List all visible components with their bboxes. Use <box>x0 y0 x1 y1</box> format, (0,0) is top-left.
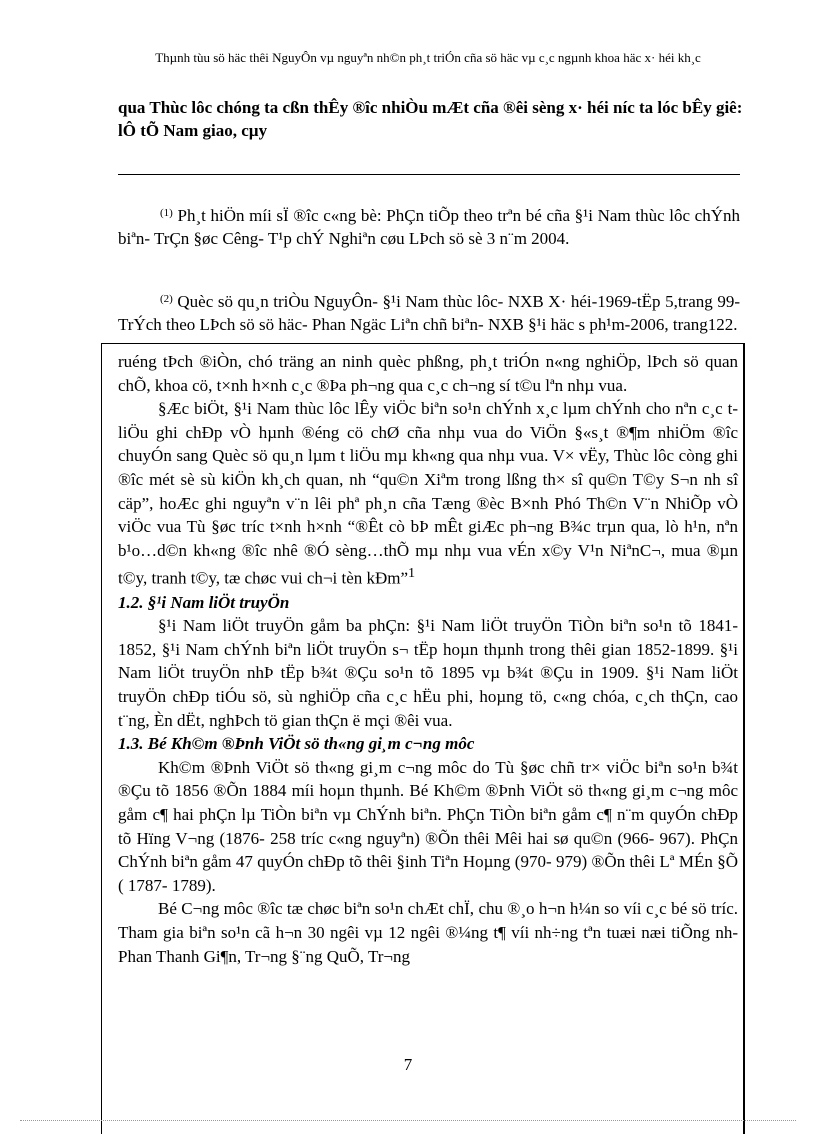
paragraph-4: Kh©m ®Þnh ViÖt sö th«ng gi¸m c¬ng môc do Tù §øc chñ tr× viÖc biªn so¹n b¾t ®Çu tõ 1856 ®Õn 1884 míi hoµn thµnh. Bé Kh©m ®Þnh ViÖt sö th«ng gi¸m c¬ng môc gåm c¶ hai phÇn lµ TiÒn biªn vµ ChÝnh biªn. PhÇn TiÒn biªn gåm c¶ n¨m quyÓn chÐp tõ Hïng V¬ng (1876- 258 tríc c«ng nguyªn) ®Õn thêi Mêi hai sø qu©n (966- 967). PhÇn ChÝnh biªn gåm 47 quyÓn chÐp tõ thêi §inh Tiªn Hoµng (970- 979) ®Õn thêi Lª MÉn §Õ ( 1787- 1789). <box>118 757 738 895</box>
footnote-text-2: Quèc sö qu¸n triÒu NguyÔn- §¹i Nam thùc lôc- NXB X· héi-1969-tËp 5,trang 99- TrÝch theo LÞch sö sö häc- Phan Ngäc Liªn chñ biªn- NXB §¹i häc s ph¹m-2006, trang122. <box>118 292 740 334</box>
paragraph-2 <box>118 397 738 590</box>
section-heading-1-2: 1.2. §¹i Nam liÖt truyÖn <box>118 592 290 612</box>
footnote-separator <box>118 174 740 175</box>
section-heading-1-3: 1.3. Bé Kh©m ®Þnh ViÖt sö th«ng gi¸m c¬ng môc <box>118 734 475 754</box>
footnote-1 <box>118 204 740 250</box>
page-number: 7 <box>403 1055 413 1074</box>
bottom-dotted-line <box>20 1120 796 1121</box>
footnote-ref: 1 <box>408 565 416 582</box>
footnote-2 <box>118 290 740 344</box>
running-header: Thµnh tùu sö häc thêi NguyÔn vµ nguyªn nh©n ph¸t triÓn cña sö häc vµ c¸c ngµnh khoa häc x· héi kh¸c <box>155 50 701 65</box>
paragraph-3: §¹i Nam liÖt truyÖn gåm ba phÇn: §¹i Nam liÖt truyÖn TiÒn biªn so¹n tõ 1841- 1852, §¹i Nam chÝnh biªn liÖt truyÖn s¬ tËp hoµn thµnh trong thêi gian 1852-1899. §¹i Nam liÖt truyÖn nhÞ tËp b¾t ®Çu so¹n tõ 1895 vµ b¾t ®Çu in 1909. §¹i Nam liÖt truyÖn chÐp tiÓu sö, sù nghiÖp cña c¸c hËu phi, hoµng tö, c«ng chóa, c¸ch thÇn, cao t¨ng, Èn dËt, nghÞch tö gian thÇn ë mçi ®êi vua. <box>118 616 738 730</box>
paragraph-2-text: §Æc biÖt, §¹i Nam thùc lôc lÊy viÖc biªn so¹n chÝnh x¸c lµm chÝnh cho nªn c¸c t liÖu ghi chÐp vÒ hµnh ®éng cö chØ cña nhµ vua do ViÖn §«s¸t ®¶m nhiÖm ®îc chuyÓn sang Quèc sö qu¸n lµm t liÖu mµ kh«ng qua nhµ vua. V× vËy, Thùc lôc còng ghi ®îc mét sè sù kiÖn kh¸ch quan, nh “qu©n Xiªm trong lßng th× sî qu©n T©y S¬n nh sî cäp”, hoÆc ghi nguyªn v¨n lêi phª ph¸n cña Tæng ®èc B×nh Phó Th©n V¨n NhiÕp vÒ viÖc vua Tù §øc tríc t×nh h×nh “®Êt cò bÞ mÊt giÆc ph¬ng B¾c trµn qua, lò h¹n, nªn b¹o…d©n kh«ng ®îc nhê ®Ó sèng…thÕ mµ nhµ vua vÉn x©y V¹n NiªnC¬, mua ®µn t©y, tranh t©y, tæ chøc vui ch¬i tèn kÐm” <box>118 399 738 588</box>
previous-page-text: qua Thùc lôc chóng ta cßn thÊy ®îc nhiÒu mÆt cña ®êi sèng x· héi níc ta lóc bÊy giê: lÔ tÕ Nam giao, cµy <box>118 98 743 140</box>
main-body <box>118 350 738 968</box>
paragraph-1: ruéng tÞch ®iÒn, chó träng an ninh quèc phßng, ph¸t triÓn n«ng nghiÖp, lÞch sö quan chÕ, khoa cö, t×nh h×nh c¸c ®Þa ph¬ng qua c¸c ch¬ng sí t©u lªn nhµ vua. <box>118 352 738 395</box>
footnote-mark-2: (2) <box>160 293 173 305</box>
paragraph-5: Bé C¬ng môc ®îc tæ chøc biªn so¹n chÆt chÏ, chu ®¸o h¬n h¼n so víi c¸c bé sö tríc. Tham gia biªn so¹n cã h¬n 30 ngêi vµ 12 ngêi ®¼ng t¶ víi nh÷ng tªn tuæi næi tiÕng nh Phan Thanh Gi¶n, Tr¬ng §¨ng QuÕ, Tr¬ng <box>118 899 738 966</box>
footnote-text-1: Ph¸t hiÖn míi sÏ ®îc c«ng bè: PhÇn tiÕp theo trªn bé cña §¹i Nam thùc lôc chÝnh biªn- TrÇn §øc Cêng- T¹p chÝ Nghiªn cøu LÞch sö sè 3 n¨m 2004. <box>118 206 740 248</box>
footnote-mark-1: (1) <box>160 207 173 219</box>
